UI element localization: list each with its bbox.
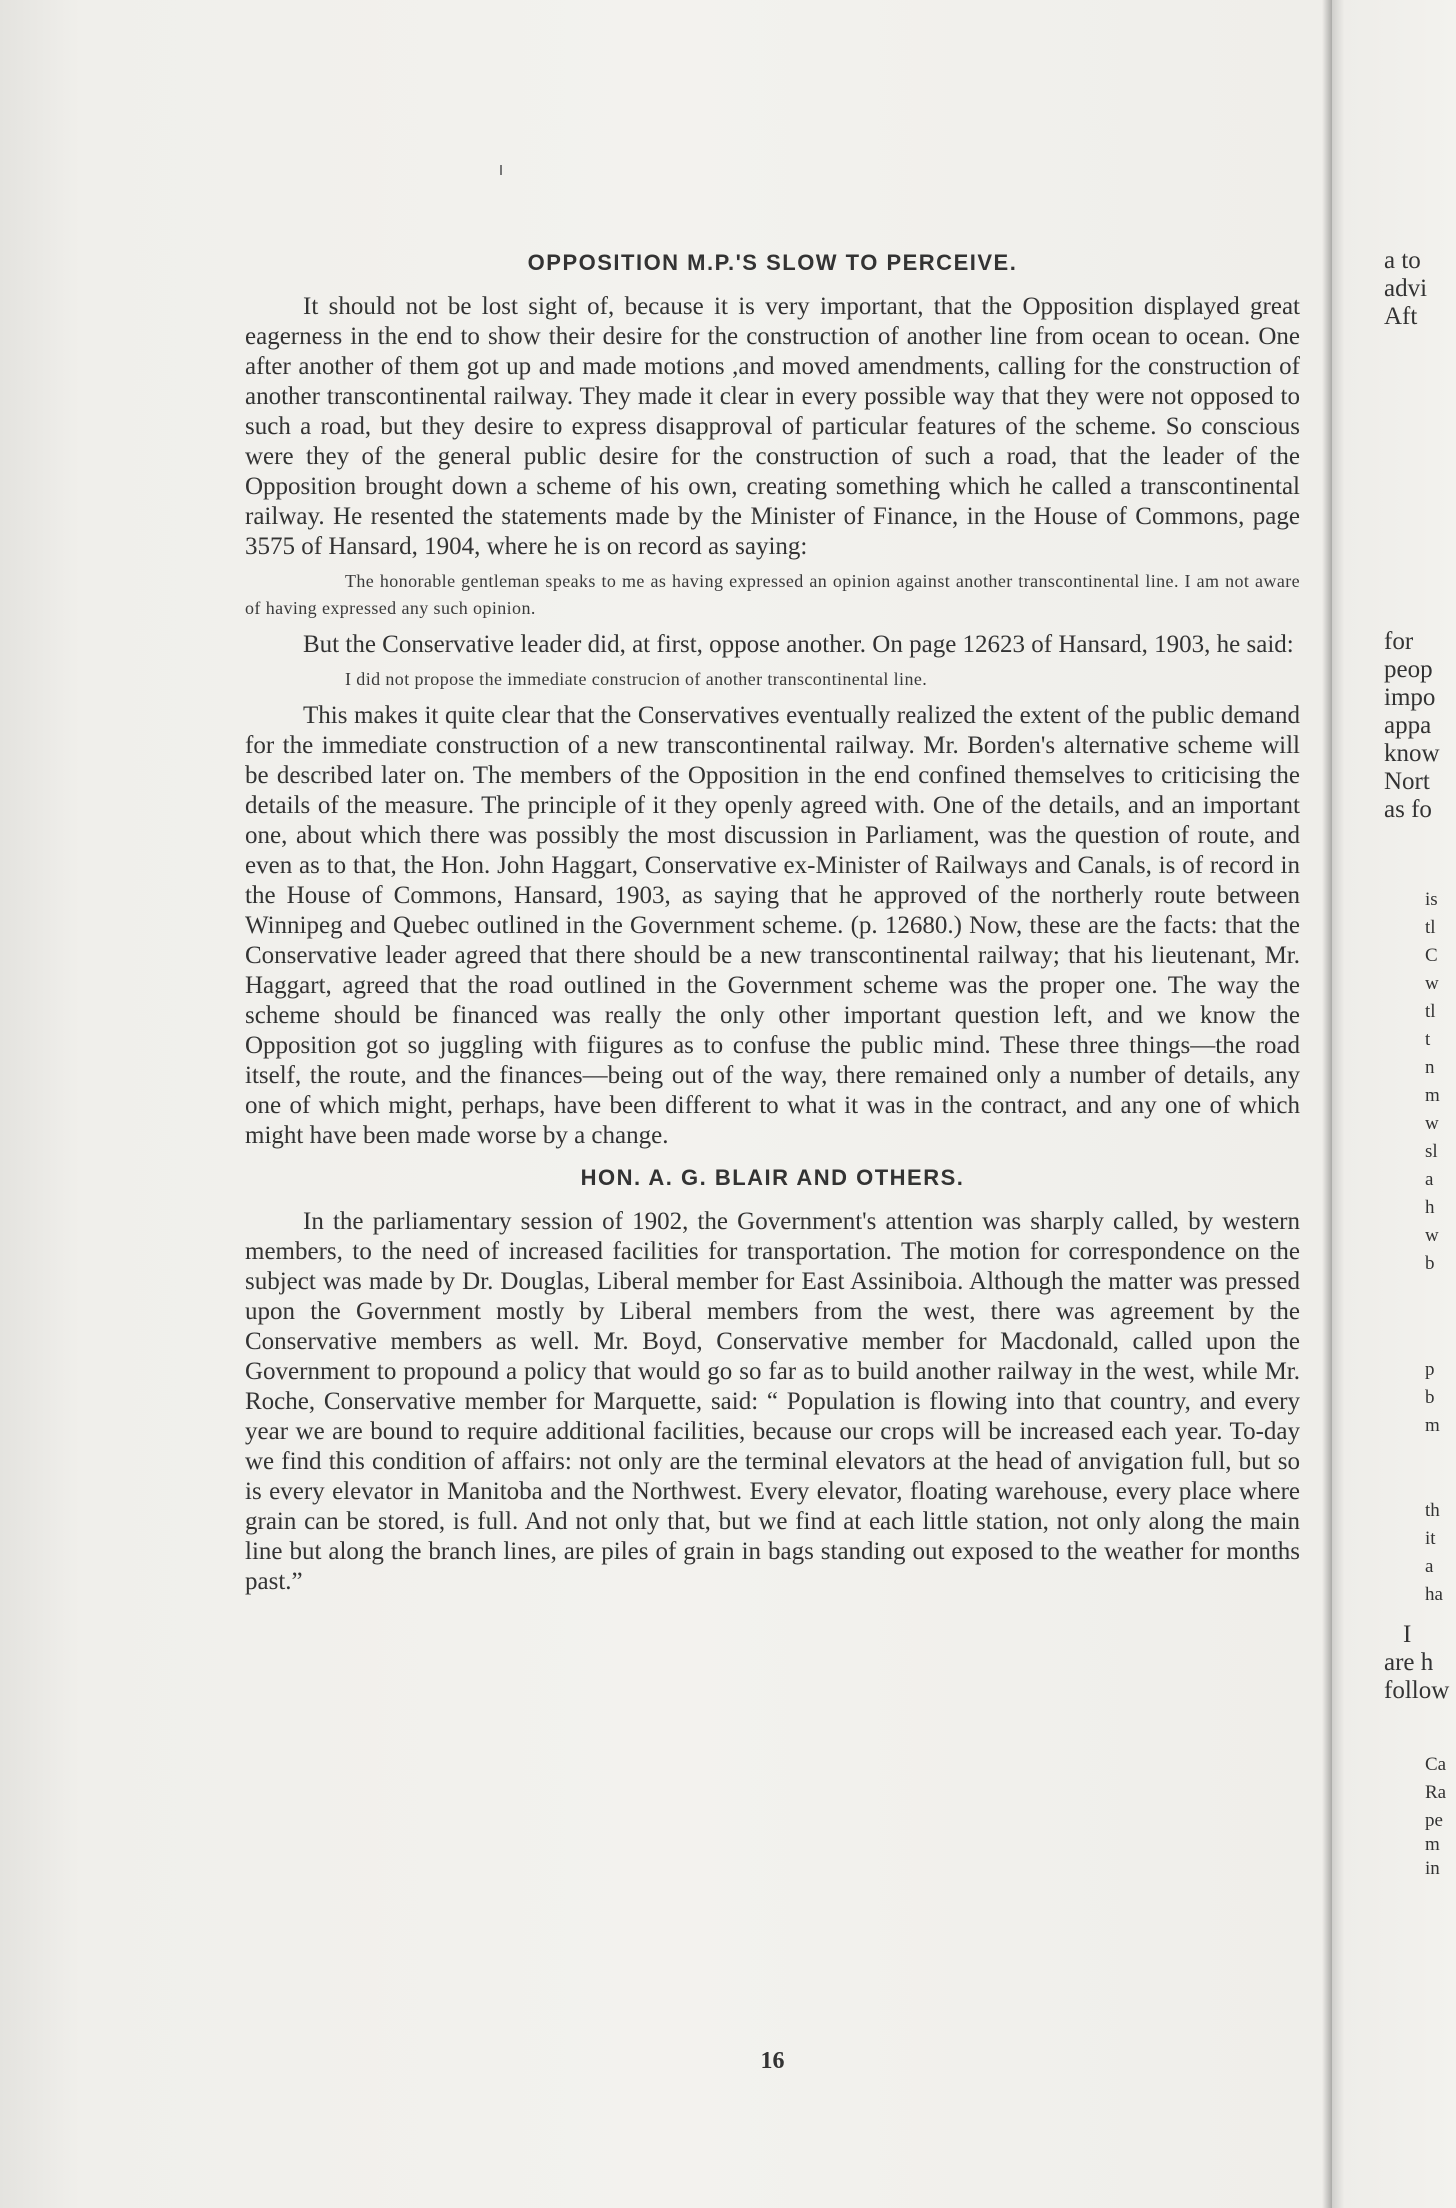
right-page-fragment: w [1425, 973, 1439, 994]
right-page-fragment: advi [1384, 275, 1428, 302]
right-page-fragment: b [1425, 1253, 1435, 1274]
right-page-fragment: in [1425, 1858, 1440, 1879]
right-page-fragment: as fo [1384, 796, 1432, 823]
right-page-fragment: ha [1425, 1584, 1443, 1605]
right-page-fragment: is [1425, 889, 1438, 910]
paragraph-opposition-eagerness: It should not be lost sight of, because it is very important, that the Opposition displayed great eagerness in the end to show their desire for the construction of another line from ocean to ocean. One after another of them got up and made motions ,and moved amendments, calling for the construction of another transcontinental railway. They made it clear in every possible way that they were not opposed to such a road, but they desire to express disapproval of particular features of the scheme. So conscious were they of the general public desire for the construction of such a road, that the leader of the Opposition brought down a scheme of his own, creating something which he called a transcontinental railway. He resented the statements made by the Minister of Finance, in the House of Commons, page 3575 of Hansard, 1904, where he is on record as saying: [245, 293, 1300, 560]
right-page-fragment: tl [1425, 917, 1436, 938]
quote-borden-1903: I did not propose the immediate construcion of another transcontinental line. [345, 669, 928, 689]
right-page-fragment: sl [1425, 1141, 1438, 1162]
right-page-fragment: I [1403, 1621, 1412, 1648]
right-page-fragment: p [1425, 1359, 1435, 1380]
paragraph-session-1902: In the parliamentary session of 1902, the Government's attention was sharply called, by western members, to the need of increased facilities for transportation. The motion for correspondence on the subject was made by Dr. Douglas, Liberal member for East Assiniboia. Although the matter was pressed upon the Government mostly by Liberal members from the west, there was agreement by the Conservative members as well. Mr. Boyd, Conservative member for Macdonald, called upon the Government to propound a policy that would go so far as to build another railway in the west, while Mr. Roche, Conservative member for Marquette, said: “ Population is flowing into that country, and every year we are bound to require additional facilities, because our crops will be increased each year. To-day we find this condition of affairs: not only are the terminal elevators at the head of anvigation full, but so is every elevator in Manitoba and the Northwest. Every elevator, floating warehouse, every place where grain can be stored, is full. And not only that, but we find at each little station, not only along the main line but along the branch lines, are piles of grain in bags standing out exposed to the weather for months past.” [245, 1208, 1300, 1595]
right-page-fragment: n [1425, 1057, 1435, 1078]
page-number: 16 [760, 2048, 785, 2074]
right-page-fragment: are h [1384, 1649, 1434, 1676]
right-page-fragment: w [1425, 1225, 1439, 1246]
right-page-fragment: Nort [1384, 768, 1430, 795]
right-page-fragment: b [1425, 1387, 1435, 1408]
right-page-fragment: tl [1425, 1001, 1436, 1022]
right-page-edge [1332, 0, 1456, 2208]
right-page-fragment: h [1425, 1197, 1435, 1218]
right-page-fragment: Ca [1425, 1754, 1447, 1775]
right-page-fragment: t [1425, 1029, 1431, 1050]
right-page-fragment: for [1384, 628, 1414, 655]
right-page-fragment: C [1425, 945, 1438, 966]
paragraph-public-demand: This makes it quite clear that the Conservatives eventually realized the extent of the public demand for the immediate construction of a new transcontinental railway. Mr. Borden's alternative scheme will be described later on. The members of the Opposition in the end confined themselves to criticising the details of the measure. The principle of it they openly agreed with. One of the details, and an important one, about which there was possibly the most discussion in Parliament, was the question of route, and even as to that, the Hon. John Haggart, Conservative ex-Minister of Railways and Canals, is of record in the House of Commons, Hansard, 1903, as saying that he approved of the northerly route between Winnipeg and Quebec outlined in the Government scheme. (p. 12680.) Now, these are the facts: that the Conservative leader agreed that there should be a new transcontinental railway; that his lieutenant, Mr. Haggart, agreed that the road outlined in the Government scheme was the proper one. The way the scheme should be financed was really the only other important question left, and we know the Opposition got so juggling with fiigures as to confuse the public mind. These three things—the road itself, the route, and the finances—being out of the way, there remained only a number of details, any one of which might, perhaps, have been different to what it was in the contract, and any one of which might have been made worse by a change. [245, 702, 1300, 1149]
right-page-fragment: know [1384, 740, 1440, 767]
ink-mark [500, 165, 502, 175]
right-page-fragment: m [1425, 1415, 1440, 1436]
right-page-fragment: th [1425, 1500, 1440, 1521]
right-page-fragment: w [1425, 1113, 1439, 1134]
right-page-fragment: it [1425, 1528, 1436, 1549]
right-page-fragment: m [1425, 1085, 1440, 1106]
right-page-fragment: m [1425, 1834, 1440, 1855]
right-page-fragment: a [1425, 1556, 1434, 1577]
right-page-fragment: Aft [1384, 303, 1418, 330]
right-page-fragment: a to [1384, 247, 1421, 274]
text-column [245, 250, 1300, 2074]
right-page-fragment: pe [1425, 1810, 1443, 1831]
section-heading-opposition: OPPOSITION M.P.'S SLOW TO PERCEIVE. [527, 250, 1018, 275]
right-page-fragment: a [1425, 1169, 1434, 1190]
right-page-fragment: follow [1384, 1677, 1450, 1704]
right-page-fragment: peop [1384, 656, 1433, 683]
paragraph-conservative-leader: But the Conservative leader did, at first, oppose another. On page 12623 of Hansard, 1903, he said: [303, 631, 1294, 658]
right-page-fragment: Ra [1425, 1782, 1447, 1803]
quote-borden-1904: The honorable gentleman speaks to me as having expressed an opinion against another transcontinental line. I am not aware of having expressed any such opinion. [245, 571, 1300, 618]
section-heading-blair: HON. A. G. BLAIR AND OTHERS. [580, 1165, 965, 1190]
right-page-fragment: appa [1384, 712, 1432, 739]
right-page-fragment: impo [1384, 684, 1436, 711]
